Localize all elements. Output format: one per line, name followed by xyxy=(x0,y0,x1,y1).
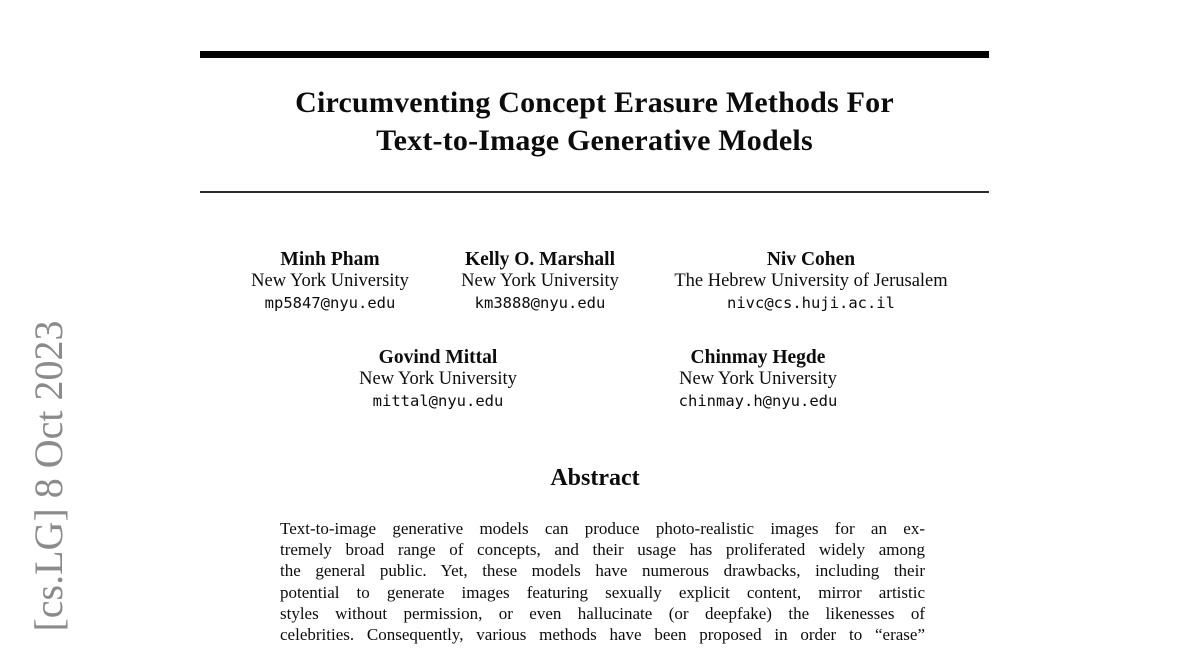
abstract-text xyxy=(280,518,925,645)
author-name: Chinmay Hegde xyxy=(690,347,826,368)
title-separator-rule xyxy=(200,191,989,193)
author-block-minh-pham xyxy=(251,249,409,314)
author-block-niv-cohen xyxy=(674,249,947,314)
paper-title-line1: Circumventing Concept Erasure Methods For xyxy=(295,86,894,119)
top-rule xyxy=(200,51,989,58)
author-affiliation: New York University xyxy=(679,369,837,389)
abstract-line: Text-to-image generative models can produce photo-realistic images for an ex- xyxy=(280,519,925,538)
author-name: Minh Pham xyxy=(280,249,380,270)
abstract-line: styles without permission, or even hallucinate (or deepfake) the likenesses of xyxy=(280,603,925,623)
abstract-line: the general public. Yet, these models have numerous drawbacks, including their xyxy=(280,561,925,581)
author-email: nivc@cs.huji.ac.il xyxy=(727,294,895,312)
author-affiliation: New York University xyxy=(359,369,517,389)
author-email: chinmay.h@nyu.edu xyxy=(678,392,838,410)
abstract-line: tremely broad range of concepts, and their usage has proliferated widely among xyxy=(280,540,925,560)
author-name: Niv Cohen xyxy=(766,249,856,270)
author-affiliation: The Hebrew University of Jerusalem xyxy=(674,271,948,291)
author-affiliation: New York University xyxy=(251,271,409,291)
author-block-chinmay-hegde xyxy=(679,347,838,412)
abstract-heading: Abstract xyxy=(550,465,640,491)
paper-title-line2: Text-to-Image Generative Models xyxy=(376,124,813,157)
author-block-govind-mittal xyxy=(359,347,517,412)
author-name: Govind Mittal xyxy=(378,347,498,368)
author-email: mp5847@nyu.edu xyxy=(264,294,396,312)
abstract-line: potential to generate images featuring sexually explicit content, mirror artistic xyxy=(280,582,925,602)
author-name: Kelly O. Marshall xyxy=(464,249,616,270)
abstract-line: celebrities. Consequently, various methods have been proposed in order to “erase” xyxy=(280,625,925,645)
arxiv-sidebar-label: [cs.LG] 8 Oct 2023 xyxy=(26,320,71,632)
paper-title xyxy=(200,84,989,160)
author-block-kelly-marshall xyxy=(461,249,619,314)
author-email: mittal@nyu.edu xyxy=(372,392,504,410)
author-affiliation: New York University xyxy=(461,271,619,291)
author-email: km3888@nyu.edu xyxy=(474,294,606,312)
